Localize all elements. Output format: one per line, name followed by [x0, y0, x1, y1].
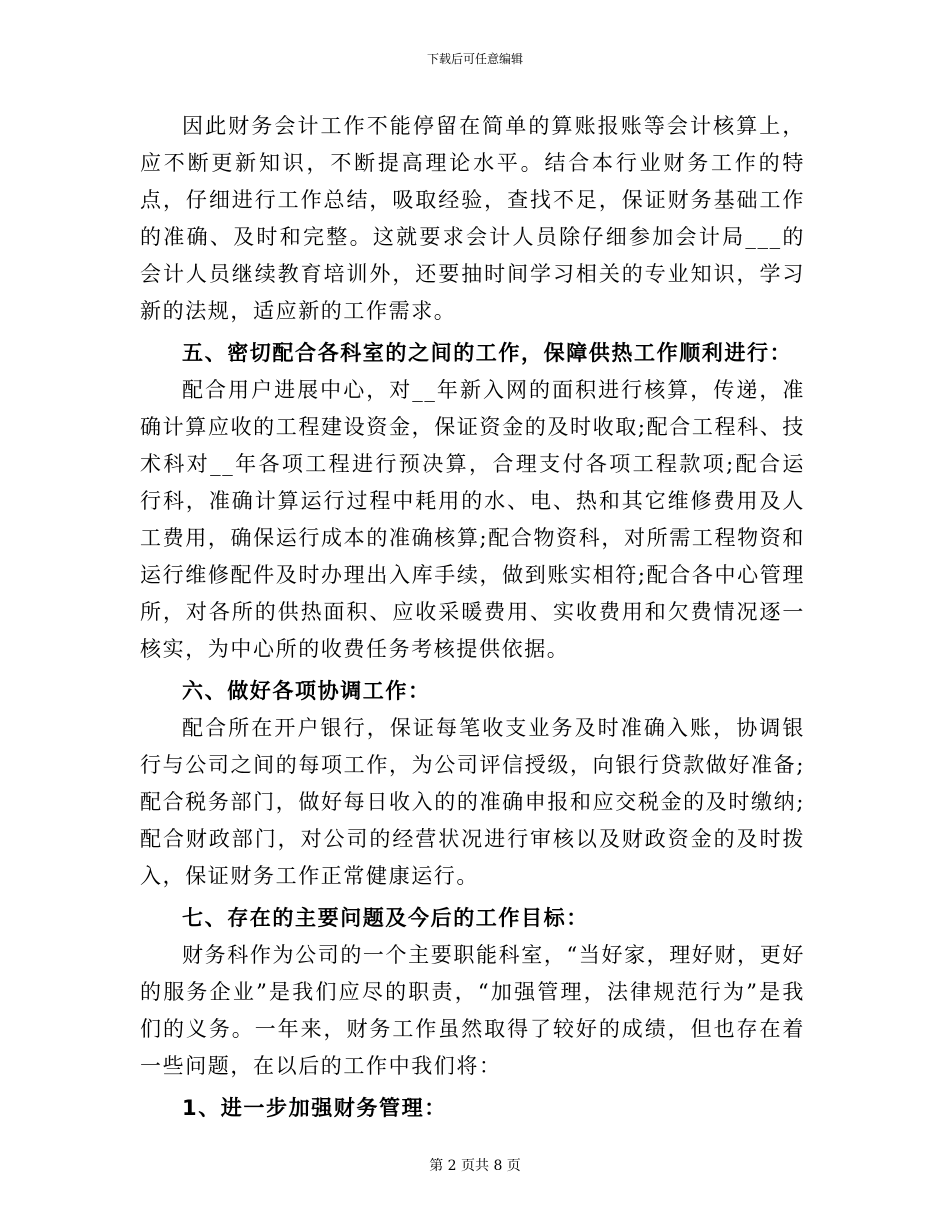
section-heading-7: 七、存在的主要问题及今后的工作目标： — [182, 906, 589, 930]
page-footer: 第 2 页共 8 页 — [429, 1158, 521, 1174]
page-header: 下载后可任意编辑 — [426, 52, 523, 66]
paragraph-coordination-departments: 配合用户进展中心，对__年新入网的面积进行核算，传递，准确计算应收的工程建设资金，保证资金的及时收取;配合工程科、技术科对__年各项工程进行预决算，合理支付各项工程款项;配合运行科，准确计算运行过程中耗用的水、电、热和其它维修费用及人工费用，确保运行成本的准确核算;配合物资科，对所需工程物资和运行维修配件及时办理出入库手续，做到账实相符;配合各中心管理所，对各所的供热面积、应收采暖费用、实收费用和欠费情况逐一核实，为中心所的收费任务考核提供依据。 — [140, 378, 805, 661]
subsection-heading-1: 1、进一步加强财务管理： — [182, 1096, 447, 1120]
paragraph-continuation: 因此财务会计工作不能停留在简单的算账报账等会计核算上，应不断更新知识，不断提高理论水平。结合本行业财务工作的特点，仔细进行工作总结，吸取经验，查找不足，保证财务基础工作的准确、及时和完整。这就要求会计人员除仔细参加会计局___的会计人员继续教育培训外，还要抽时间学习相关的专业知识，学习新的法规，适应新的工作需求。 — [140, 114, 805, 323]
paragraph-coordination-banks: 配合所在开户银行，保证每笔收支业务及时准确入账，协调银行与公司之间的每项工作，为公司评信授级，向银行贷款做好准备;配合税务部门，做好每日收入的的准确申报和应交税金的及时缴纳;配合财政部门，对公司的经营状况进行审核以及财政资金的及时拨入，保证财务工作正常健康运行。 — [140, 716, 805, 888]
section-heading-5: 五、密切配合各科室的之间的工作，保障供热工作顺利进行： — [182, 341, 793, 365]
paragraph-problems-goals: 财务科作为公司的一个主要职能科室，“当好家，理好财，更好的服务企业”是我们应尽的职责，“加强管理，法律规范行为”是我们的义务。一年来，财务工作虽然取得了较好的成绩，但也存在着一些问题，在以后的工作中我们将： — [140, 943, 805, 1078]
section-heading-6: 六、做好各项协调工作： — [182, 679, 431, 703]
document-body — [140, 108, 805, 1127]
